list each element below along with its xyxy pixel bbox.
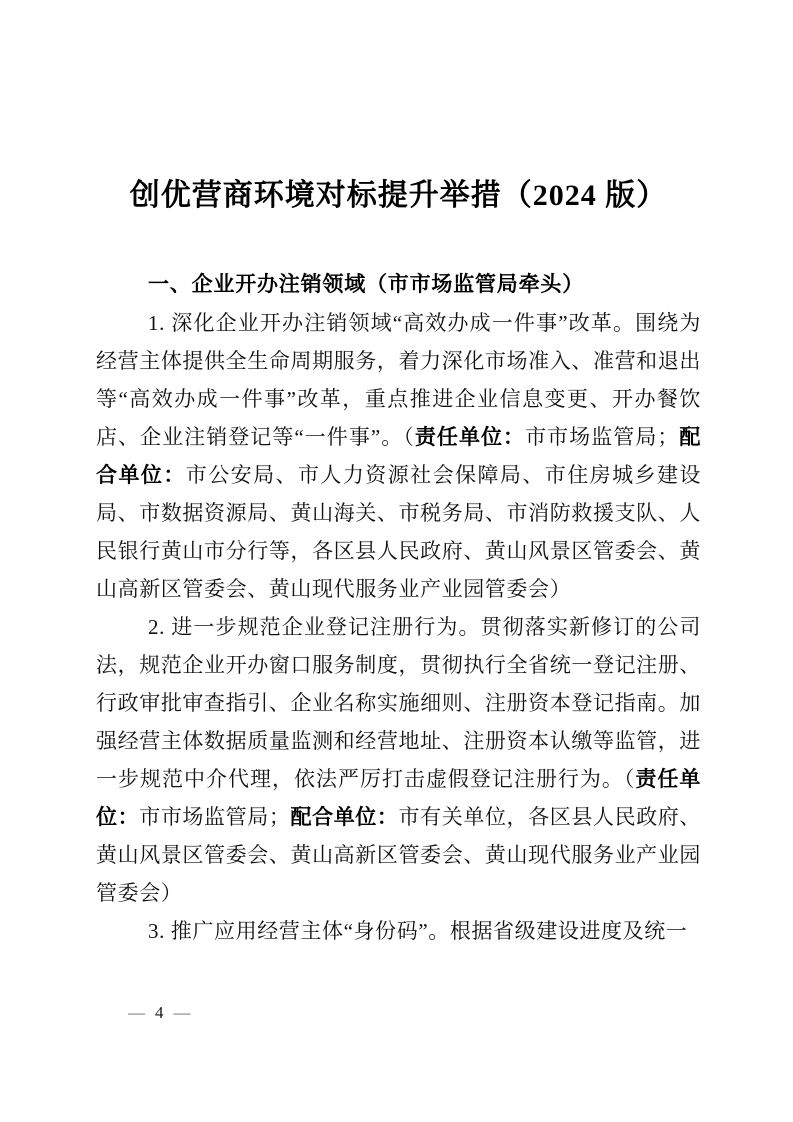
document-body: [96, 304, 701, 950]
text-segment: 市市场监管局；: [139, 805, 291, 829]
page-number: 4: [155, 1003, 164, 1022]
text-segment: 围绕为经营主体提供全生命周期服务，着力深化市场准入、准营和退出等“高效办成一件事”改革，重点推进企业信息变更、开办餐饮店、企业注销登记等“一件事”。（: [96, 311, 701, 449]
responsibility-label: 配合单位：: [290, 805, 399, 829]
text-segment: 贯彻落实新修订的公司法，规范企业开办窗口服务制度，贯彻执行全省统一登记注册、行政审批审查指引、企业名称实施细则、注册资本登记指南。加强经营主体数据质量监测和经营地址、注册资本认缴等监管，进一步规范中介代理，依法严厉打击虚假登记注册行为。（: [96, 615, 702, 791]
responsibility-label: 责任单位：: [414, 425, 526, 449]
document-title: 创优营商环境对标提升举措（2024 版）: [129, 179, 668, 212]
responsibility-label: 责任单位：: [96, 767, 701, 829]
text-segment: 市有关单位，各区县人民政府、黄山风景区管委会、黄山高新区管委会、黄山现代服务业产业园管委会）: [96, 805, 702, 905]
body-paragraph: [96, 608, 701, 912]
body-paragraph: [96, 304, 701, 608]
responsibility-label: 配合单位：: [96, 425, 702, 487]
body-paragraph: [96, 912, 701, 950]
text-segment: 2. 进一步规范企业登记注册行为。: [148, 615, 481, 639]
text-segment: 根据省级建设进度及统一: [449, 919, 688, 943]
text-segment: 市公安局、市人力资源社会保障局、市住房城乡建设局、市数据资源局、黄山海关、市税务局、市消防救援支队、人民银行黄山市分行等，各区县人民政府、黄山风景区管委会、黄山高新区管委会、黄山现代服务业产业园管委会）: [96, 463, 701, 601]
page-footer: [128, 1002, 701, 1024]
text-segment: 1. 深化企业开办注销领域“高效办成一件事”改革。: [148, 311, 636, 335]
section-heading: 一、企业开办注销领域（市市场监管局牵头）: [148, 273, 584, 296]
footer-dash-right: —: [173, 1003, 191, 1022]
text-segment: 3. 推广应用经营主体“身份码”。: [148, 919, 450, 943]
footer-dash-left: —: [128, 1003, 145, 1022]
text-segment: 市市场监管局；: [525, 425, 679, 449]
